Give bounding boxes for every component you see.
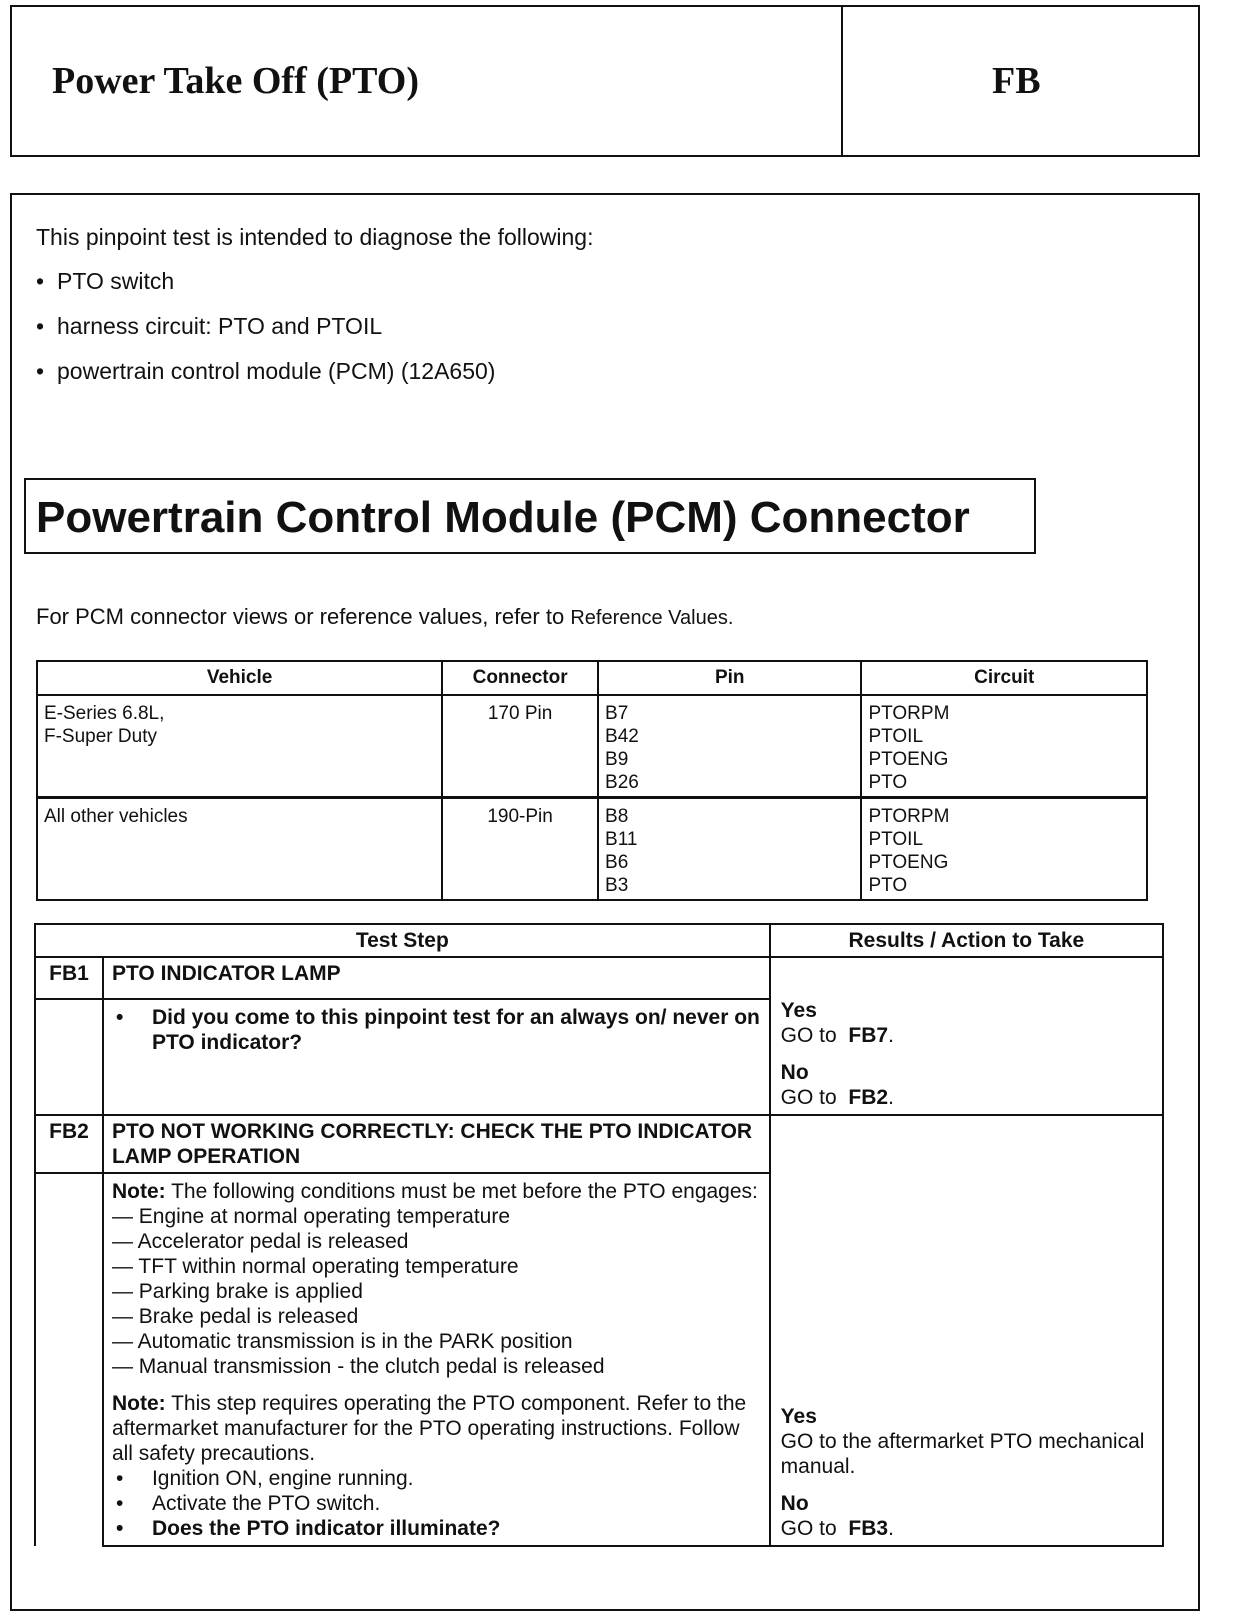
goto-fb3-link[interactable]: FB3 <box>848 1517 889 1540</box>
step-code: FB2 <box>35 1115 103 1173</box>
step-heading-row <box>35 957 1163 999</box>
column-header-test-step: Test Step <box>35 924 770 957</box>
test-steps-table <box>34 923 1164 1547</box>
table-row <box>37 798 1147 901</box>
intro-item: • PTO switch <box>36 268 175 294</box>
yes-action: GO to FB7. <box>780 1024 894 1047</box>
no-label: No <box>780 1061 809 1084</box>
step-code: FB1 <box>35 957 103 999</box>
condition-item: — TFT within normal operating temperature <box>111 1255 519 1278</box>
action-item: • Ignition ON, engine running. <box>115 1467 414 1490</box>
connector-cell: 170 Pin <box>442 695 598 798</box>
pin-cell: B7 B42 B9 B26 <box>598 695 861 798</box>
goto-fb2-link[interactable]: FB2 <box>848 1086 889 1109</box>
column-header-pin: Pin <box>598 661 861 695</box>
goto-fb7-link[interactable]: FB7 <box>848 1024 889 1047</box>
circuit-cell: PTORPM PTOIL PTOENG PTO <box>861 798 1147 901</box>
table-header-row <box>35 924 1163 957</box>
condition-item: — Brake pedal is released <box>111 1305 359 1328</box>
section-code: FB <box>992 60 1041 102</box>
table-header-row <box>37 661 1147 695</box>
reference-line <box>36 604 733 630</box>
intro-item: • powertrain control module (PCM) (12A650) <box>36 358 496 384</box>
intro-item: • harness circuit: PTO and PTOIL <box>36 313 383 339</box>
circuit-cell: PTORPM PTOIL PTOENG PTO <box>861 695 1147 798</box>
connector-cell: 190-Pin <box>442 798 598 901</box>
column-header-connector: Connector <box>442 661 598 695</box>
table-row <box>37 695 1147 798</box>
step-question: • Did you come to this pinpoint test for an always on/ never on PTO indicator? <box>115 1006 760 1054</box>
intro-lead: This pinpoint test is intended to diagnose the following: <box>36 224 594 250</box>
no-action: GO to FB3. <box>780 1517 894 1540</box>
step-title: PTO INDICATOR LAMP <box>103 957 770 999</box>
header-divider <box>841 7 843 155</box>
column-header-vehicle: Vehicle <box>37 661 442 695</box>
yes-action: GO to the aftermarket PTO mechanical manual. <box>780 1430 1145 1478</box>
no-label: No <box>780 1492 809 1515</box>
section-title: Powertrain Control Module (PCM) Connector <box>36 493 970 542</box>
step-title: PTO NOT WORKING CORRECTLY: CHECK THE PTO INDICATOR LAMP OPERATION <box>103 1115 770 1173</box>
condition-item: — Parking brake is applied <box>111 1280 363 1303</box>
reference-values-link[interactable]: Reference Values. <box>570 607 734 629</box>
section-heading <box>24 478 1036 554</box>
step-code-spacer <box>35 999 103 1115</box>
pin-cell: B8 B11 B6 B3 <box>598 798 861 901</box>
step-body <box>103 999 770 1115</box>
yes-label: Yes <box>780 1405 817 1428</box>
yes-label: Yes <box>780 999 817 1022</box>
note-safety: Note: This step requires operating the PTO component. Refer to the aftermarket manufacturer for the PTO operating instructions. Follow all safety precautions. <box>111 1392 747 1465</box>
step-body <box>103 1173 770 1546</box>
condition-item: — Engine at normal operating temperature <box>111 1205 511 1228</box>
step-heading-row <box>35 1115 1163 1173</box>
step-results <box>770 957 1163 1115</box>
page-title: Power Take Off (PTO) <box>52 60 419 102</box>
step-results <box>770 1115 1163 1546</box>
step-question: • Does the PTO indicator illuminate? <box>115 1517 501 1540</box>
column-header-circuit: Circuit <box>861 661 1147 695</box>
condition-item: — Accelerator pedal is released <box>111 1230 409 1253</box>
column-header-results: Results / Action to Take <box>770 924 1163 957</box>
condition-item: — Manual transmission - the clutch pedal is released <box>111 1355 605 1378</box>
page-header <box>10 5 1200 157</box>
reference-text: For PCM connector views or reference values, refer to <box>36 604 565 629</box>
vehicle-cell: E-Series 6.8L, F-Super Duty <box>37 695 442 798</box>
vehicle-cell: All other vehicles <box>37 798 442 901</box>
action-item: • Activate the PTO switch. <box>115 1492 381 1515</box>
no-action: GO to FB2. <box>780 1086 894 1109</box>
step-code-spacer <box>35 1173 103 1546</box>
note-conditions: Note: The following conditions must be met before the PTO engages: <box>111 1180 758 1203</box>
pcm-connector-table <box>36 660 1148 901</box>
condition-item: — Automatic transmission is in the PARK position <box>111 1330 573 1353</box>
